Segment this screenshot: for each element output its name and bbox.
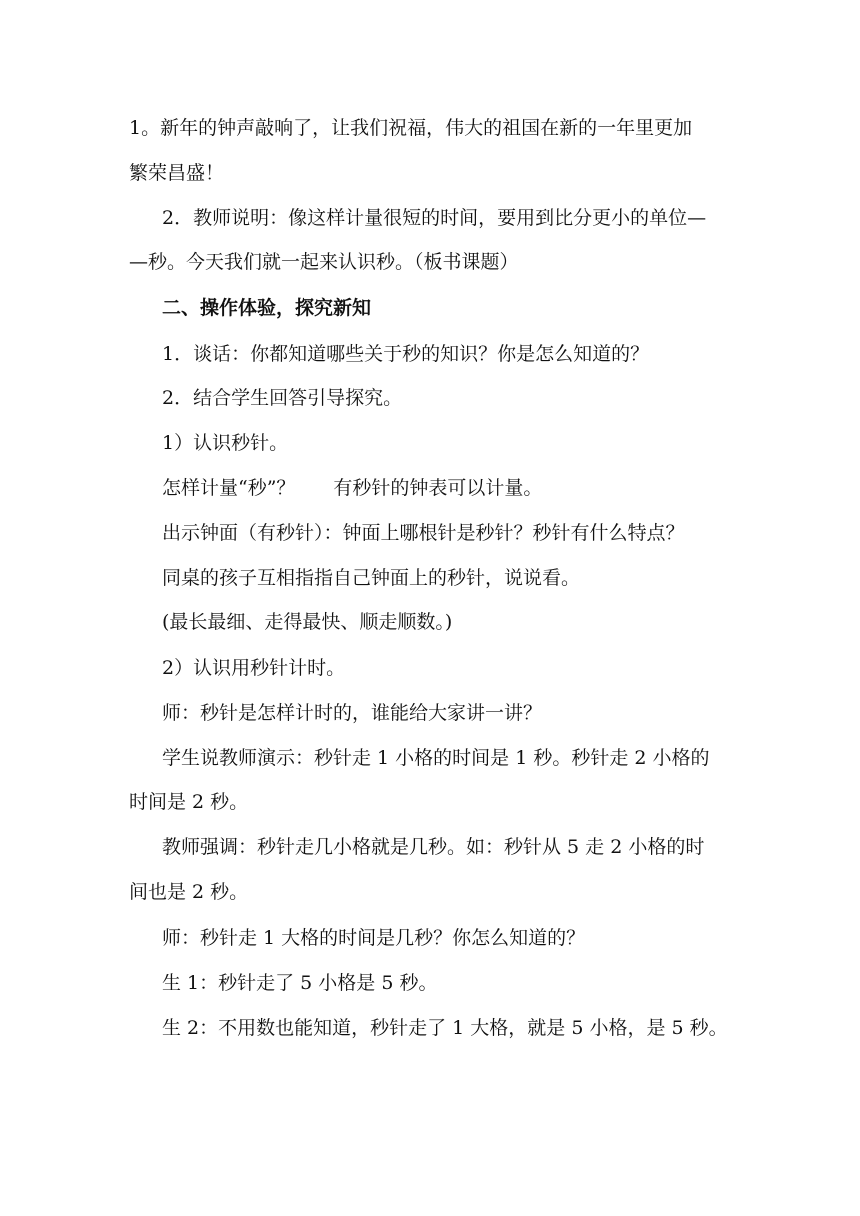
paragraph-line: —秒。今天我们就一起来认识秒。（板书课题） (129, 251, 519, 273)
paragraph-line: 出示钟面（有秒针）：钟面上哪根针是秒针？秒针有什么特点？ (162, 522, 685, 544)
paragraph-line: 间也是 2 秒。 (129, 881, 249, 903)
subheading: 1）认识秒针。 (162, 432, 289, 454)
paragraph-line: 师：秒针走 1 大格的时间是几秒？你怎么知道的？ (162, 927, 586, 949)
paragraph-line: 2．教师说明：像这样计量很短的时间，要用到比分更小的单位— (162, 207, 707, 229)
subheading: 2）认识用秒针计时。 (162, 657, 346, 679)
paragraph-line: 学生说教师演示：秒针走 1 小格的时间是 1 秒。秒针走 2 小格的 (162, 747, 710, 769)
paragraph-line: 1。新年的钟声敲响了，让我们祝福，伟大的祖国在新的一年里更加 (129, 117, 693, 139)
paragraph-line: 2．结合学生回答引导探究。 (162, 387, 403, 409)
paragraph-line: 时间是 2 秒。 (129, 791, 249, 813)
paragraph-line: 同桌的孩子互相指指自己钟面上的秒针，说说看。 (162, 567, 581, 589)
paragraph-line: 师：秒针是怎样计时的，谁能给大家讲一讲？ (162, 702, 543, 724)
paragraph-line: 繁荣昌盛！ (129, 162, 225, 184)
paragraph-line: (最长最细、走得最快、顺走顺数。) (162, 611, 453, 633)
paragraph-line: 生 1：秒针走了 5 小格是 5 秒。 (162, 972, 438, 994)
paragraph-line: 教师强调：秒针走几小格就是几秒。如：秒针从 5 走 2 小格的时 (162, 836, 705, 858)
section-heading: 二、操作体验，探究新知 (162, 297, 372, 319)
paragraph-line: 生 2：不用数也能知道，秒针走了 1 大格，就是 5 小格，是 5 秒。 (162, 1017, 728, 1039)
paragraph-line: 1．谈话：你都知道哪些关于秒的知识？你是怎么知道的？ (162, 343, 650, 365)
paragraph-line: 怎样计量“秒”？ 有秒针的钟表可以计量。 (162, 477, 543, 499)
